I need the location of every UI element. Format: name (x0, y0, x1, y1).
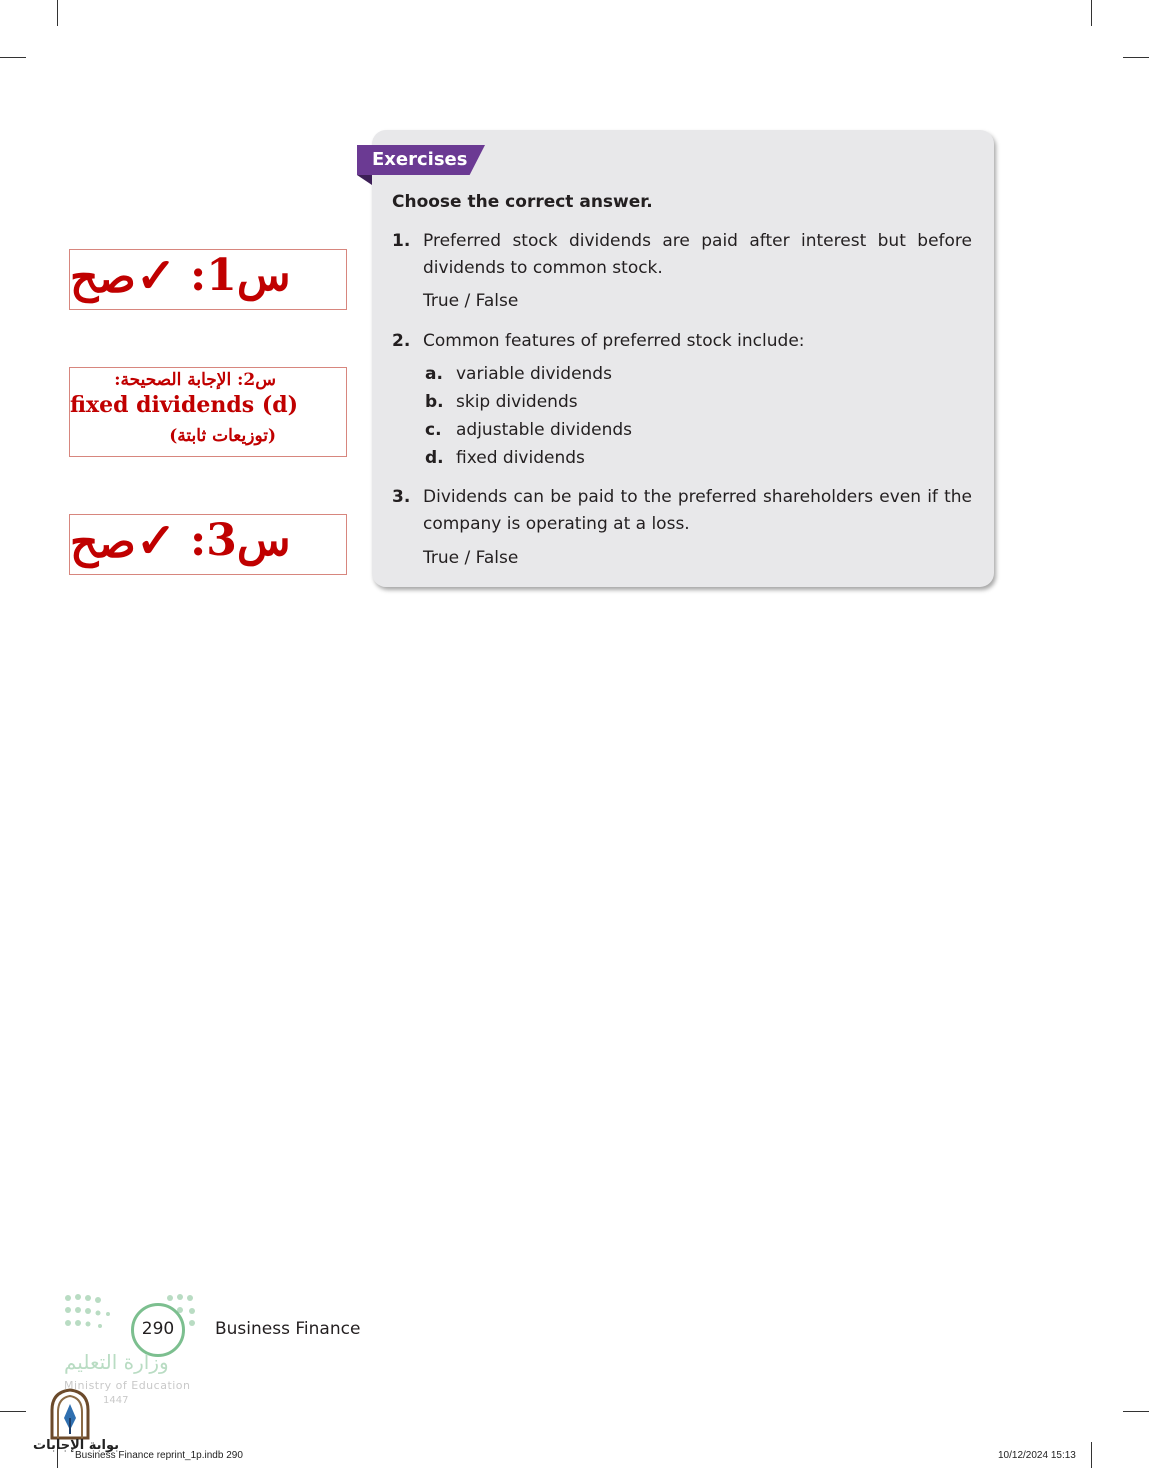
watermark-text: بوابة الإجابات (33, 1438, 119, 1453)
option-d-text: fixed dividends (456, 448, 585, 468)
option-a-letter: a. (425, 364, 443, 384)
answer-1-label: س1: (190, 250, 291, 301)
answers-portal-logo-icon (46, 1388, 94, 1440)
answer-3-label: س3: (190, 515, 291, 566)
option-b-letter: b. (425, 392, 444, 412)
question-1-number: 1. (392, 231, 411, 251)
crop-mark (0, 57, 26, 58)
crop-mark (0, 1411, 26, 1412)
question-3-number: 3. (392, 487, 411, 507)
book-title: Business Finance (215, 1319, 361, 1339)
option-b-text: skip dividends (456, 392, 578, 412)
crop-mark (1091, 1442, 1092, 1468)
answer-2-english: fixed dividends (d) (70, 392, 299, 418)
question-2-text: Common features of preferred stock include: (423, 331, 805, 351)
exercises-tab-label: Exercises (372, 149, 468, 170)
check-icon: ✓ (136, 248, 177, 304)
print-timestamp: 10/12/2024 15:13 (998, 1450, 1076, 1461)
ministry-year: 1447 (103, 1395, 129, 1406)
page-number-badge (131, 1303, 185, 1357)
option-a-text: variable dividends (456, 364, 612, 384)
option-c-letter: c. (425, 420, 442, 440)
question-2-number: 2. (392, 331, 411, 351)
exercises-tab-fold (357, 175, 372, 185)
option-d-letter: d. (425, 448, 444, 468)
answer-1-word: صح (70, 252, 136, 303)
exercise-instruction: Choose the correct answer. (392, 192, 653, 212)
crop-mark (57, 0, 58, 26)
answer-box-3 (69, 514, 347, 575)
answer-box-2 (69, 367, 347, 457)
ministry-name-en: Ministry of Education (64, 1379, 191, 1392)
ministry-name-ar: وزارة التعليم (64, 1350, 169, 1374)
crop-mark (1123, 57, 1149, 58)
page-number: 290 (141, 1319, 175, 1339)
question-1-text: Preferred stock dividends are paid after interest but before dividends to common stock. (423, 231, 972, 278)
question-3-true-false: True / False (423, 548, 519, 568)
crop-mark (1091, 0, 1092, 26)
crop-mark (1123, 1411, 1149, 1412)
answer-2-arabic: (توزيعات ثابتة) (169, 426, 276, 446)
check-icon: ✓ (136, 513, 177, 569)
question-1-true-false: True / False (423, 291, 519, 311)
answer-2-heading: س2: الإجابة الصحيحة: (114, 370, 276, 390)
file-slug: Business Finance reprint_1p.indb 290 (75, 1450, 243, 1461)
option-c-text: adjustable dividends (456, 420, 632, 440)
answer-3-word: صح (70, 517, 136, 568)
answer-box-1 (69, 249, 347, 310)
question-3-text: Dividends can be paid to the preferred shareholders even if the company is operating at a loss. (423, 487, 972, 534)
